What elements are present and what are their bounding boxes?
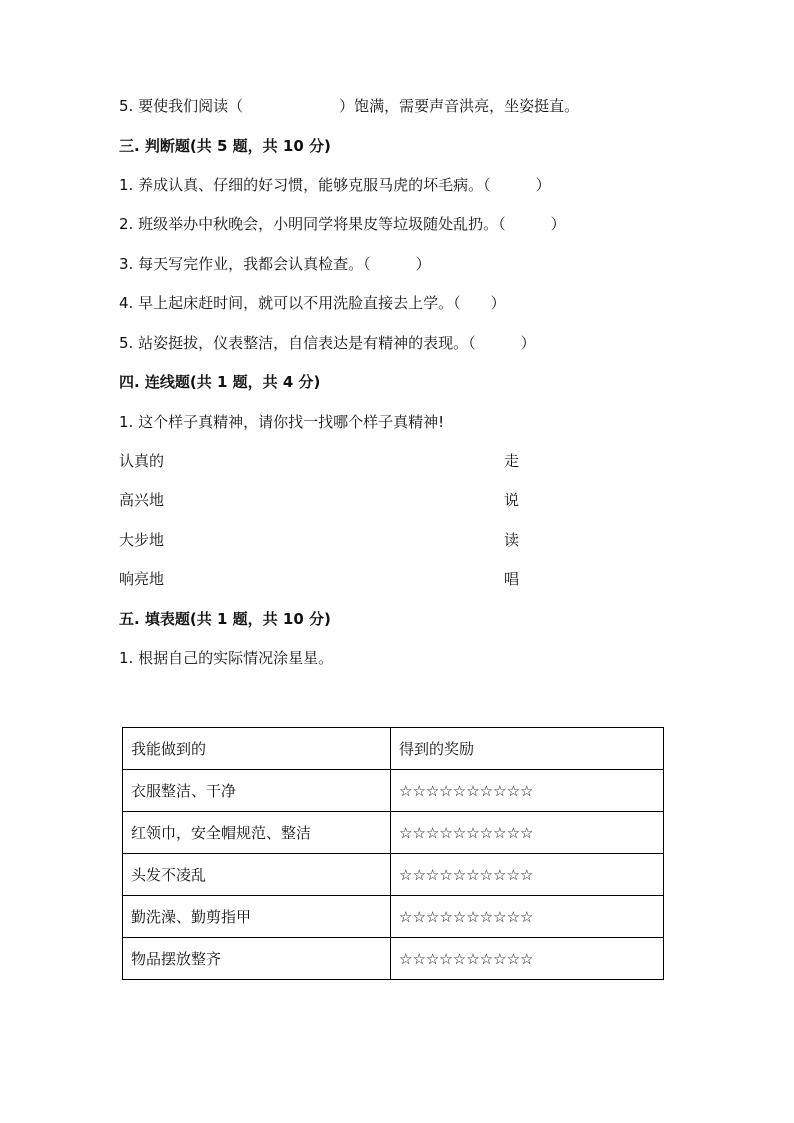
table-cell-item: 衣服整洁、干净 [123,770,391,812]
match-right-item-4[interactable]: 唱 [504,570,520,588]
table-question: 1. 根据自己的实际情况涂星星。 [119,649,334,667]
judge-item-3[interactable]: 3. 每天写完作业，我都会认真检查。（ ） [119,255,431,273]
judge-item-2[interactable]: 2. 班级举办中秋晚会，小明同学将果皮等垃圾随处乱扔。（ ） [119,215,566,233]
table-header-row [123,728,664,770]
star-rating[interactable]: ☆☆☆☆☆☆☆☆☆☆ [391,896,664,938]
section-4-title: 四. 连线题(共 1 题，共 4 分) [119,373,321,391]
section-3-title: 三. 判断题(共 5 题，共 10 分) [119,137,331,155]
star-rating[interactable]: ☆☆☆☆☆☆☆☆☆☆ [391,854,664,896]
match-left-item-4[interactable]: 响亮地 [119,570,165,588]
table-row [123,770,664,812]
table-row [123,938,664,980]
table-cell-item: 头发不凌乱 [123,854,391,896]
table-cell-item: 红领巾，安全帽规范、整洁 [123,812,391,854]
fill-question-5-after: ）饱满，需要声音洪亮，坐姿挺直。 [339,97,580,115]
table-row [123,896,664,938]
star-rating[interactable]: ☆☆☆☆☆☆☆☆☆☆ [391,770,664,812]
fill-question-5 [119,96,579,116]
reward-table [122,727,664,980]
table-row [123,812,664,854]
table-row [123,854,664,896]
section-5-title: 五. 填表题(共 1 题，共 10 分) [119,610,331,628]
table-cell-item: 勤洗澡、勤剪指甲 [123,896,391,938]
match-right-item-2[interactable]: 说 [504,491,520,509]
match-right-item-3[interactable]: 读 [504,531,520,549]
match-left-item-2[interactable]: 高兴地 [119,491,165,509]
table-header-cell: 我能做到的 [123,728,391,770]
match-left-item-1[interactable]: 认真的 [119,452,165,470]
judge-item-5[interactable]: 5. 站姿挺拔，仪表整洁，自信表达是有精神的表现。（ ） [119,334,536,352]
judge-item-1[interactable]: 1. 养成认真、仔细的好习惯，能够克服马虎的坏毛病。（ ） [119,176,551,194]
star-rating[interactable]: ☆☆☆☆☆☆☆☆☆☆ [391,812,664,854]
star-rating[interactable]: ☆☆☆☆☆☆☆☆☆☆ [391,938,664,980]
match-left-item-3[interactable]: 大步地 [119,531,165,549]
table-header-cell: 得到的奖励 [391,728,664,770]
table-cell-item: 物品摆放整齐 [123,938,391,980]
matching-question: 1. 这个样子真精神，请你找一找哪个样子真精神! [119,413,445,431]
judge-item-4[interactable]: 4. 早上起床赶时间，就可以不用洗脸直接去上学。（ ） [119,294,506,312]
match-right-item-1[interactable]: 走 [504,452,520,470]
fill-question-5-before: 5. 要使我们阅读（ [119,97,244,115]
